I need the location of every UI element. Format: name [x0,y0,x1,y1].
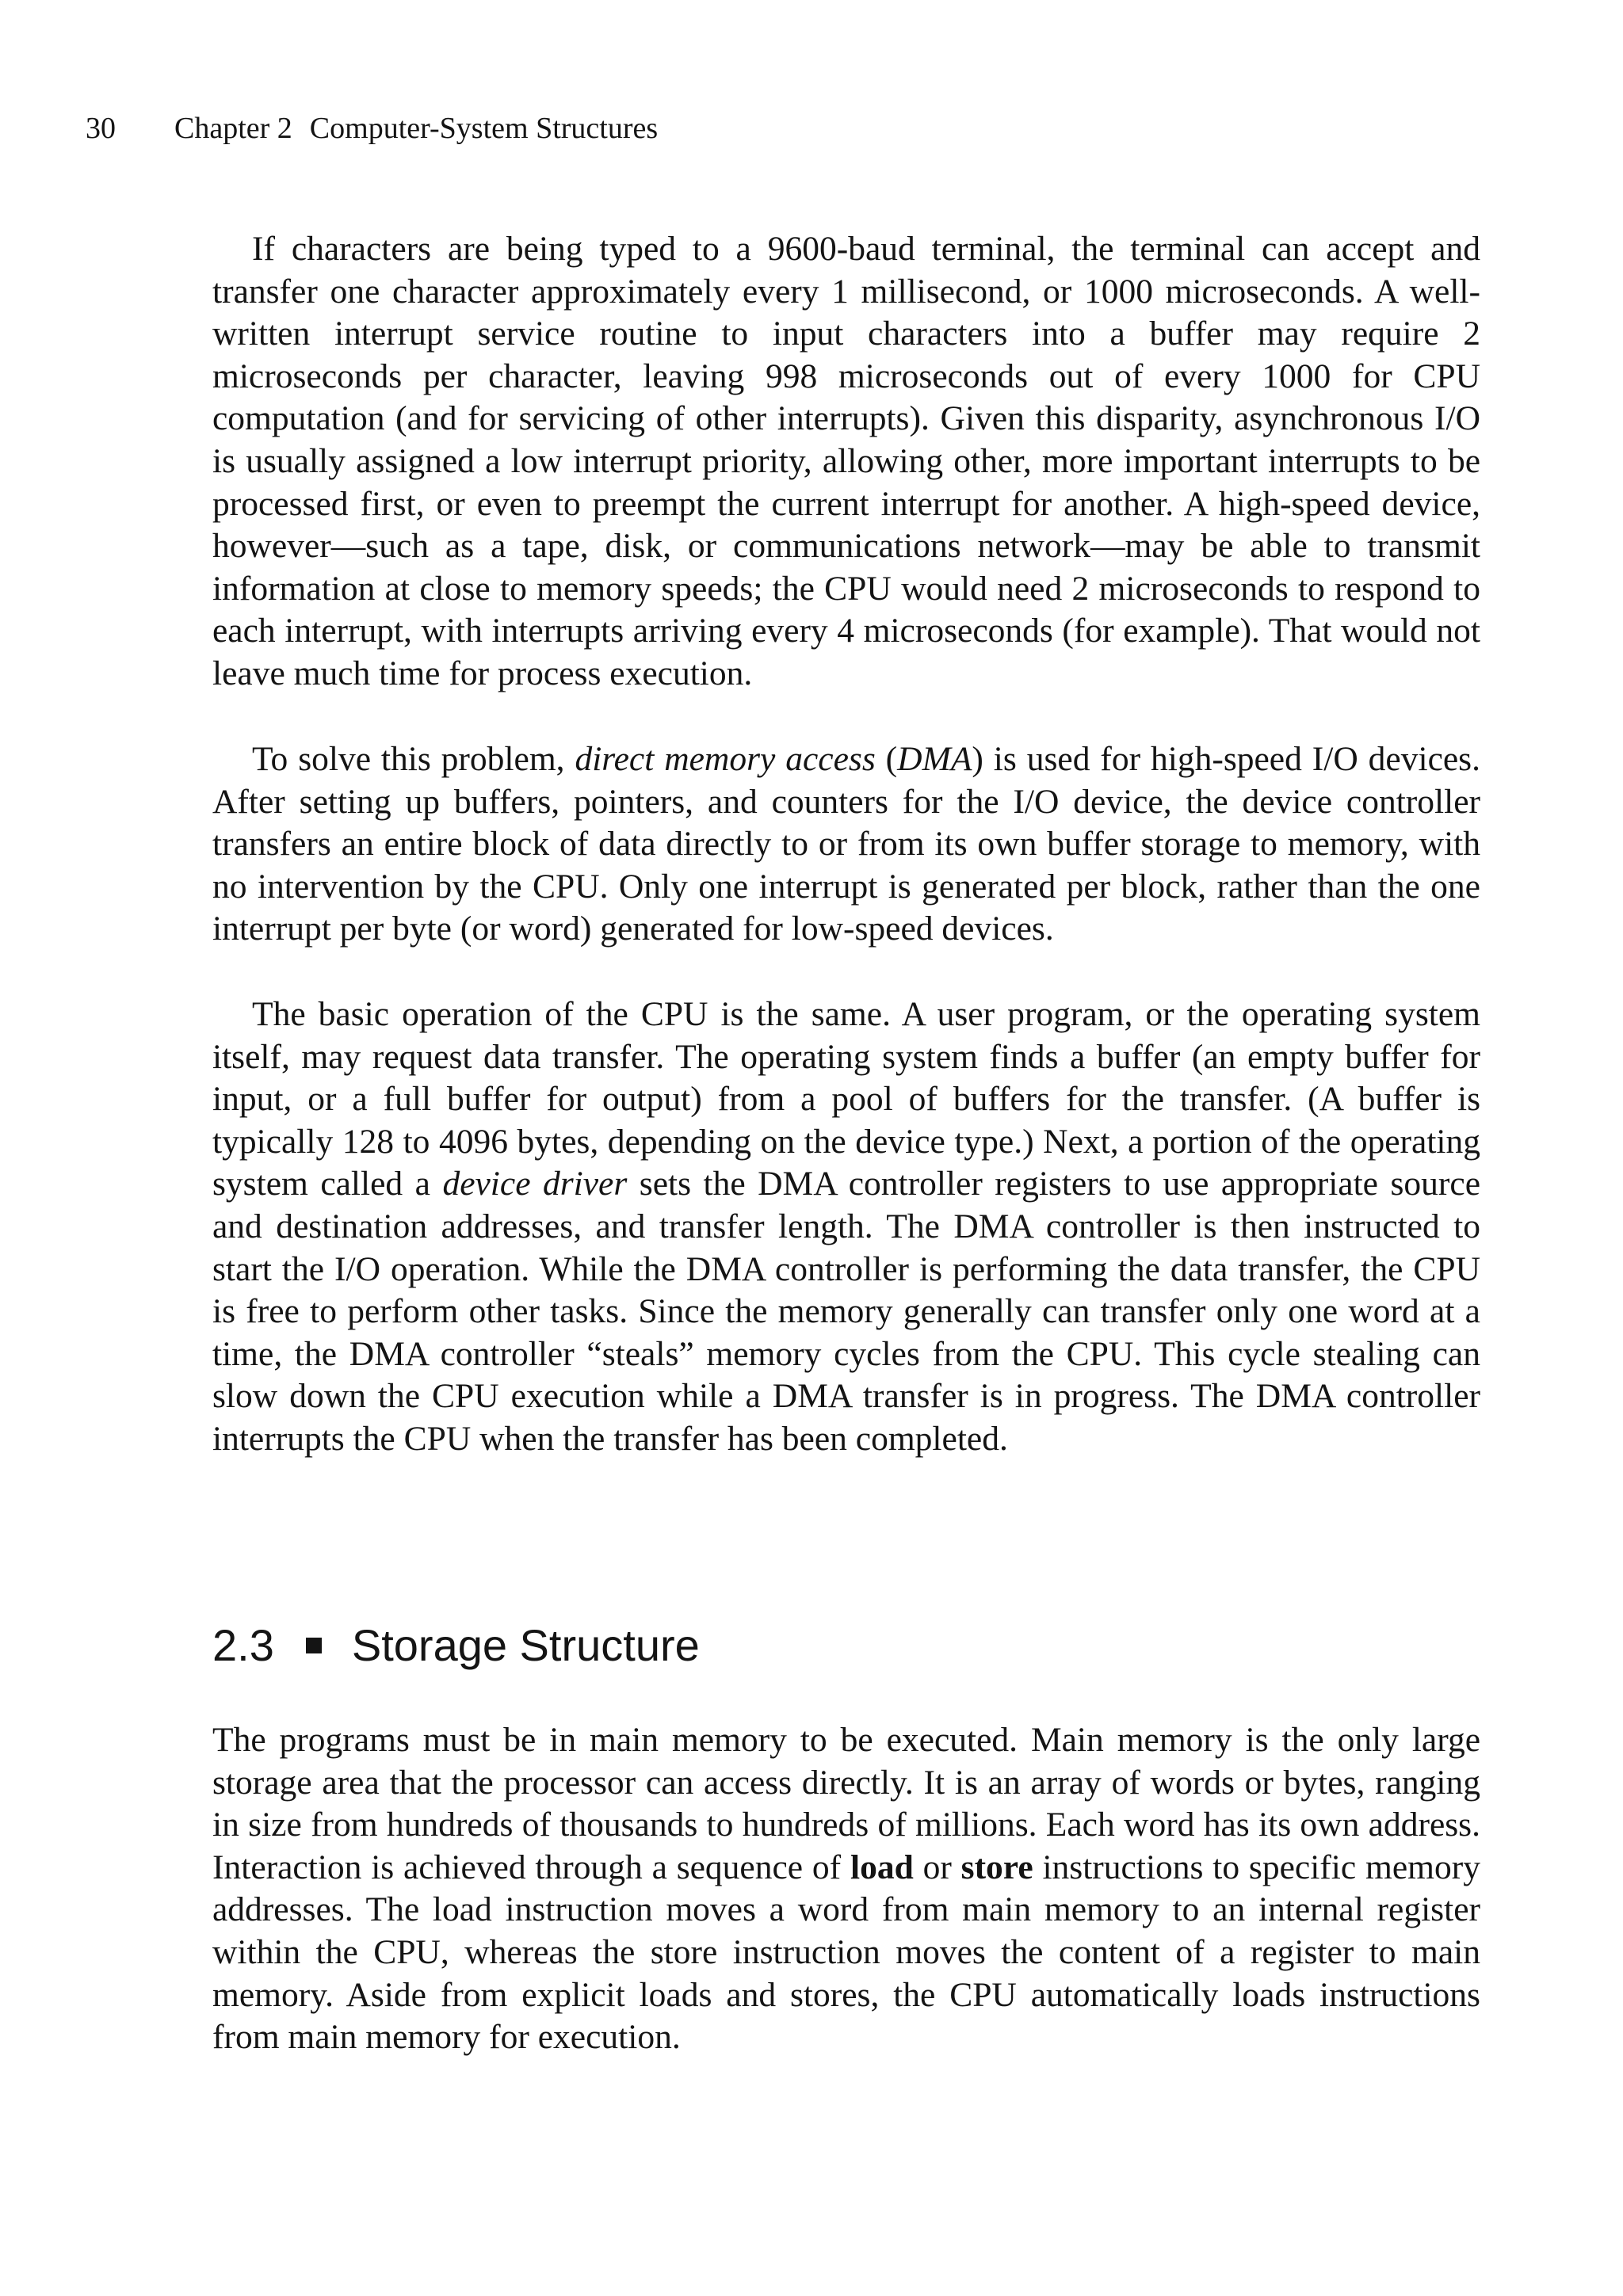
term-device-driver: device driver [442,1165,628,1203]
paragraph-text: To solve this problem, [252,740,575,778]
chapter-label: Chapter 2 [174,112,292,145]
paragraph-text: ) is used for high-speed I/O devices. After setting up buffers, pointers, and counters for the I/O device, the device controller transfers an entire block of data directly to or from its own buffer storage to memory, with no intervention by the CPU. Only one interrupt is generated per block, rather than the one interrupt per byte (or word) generated for low-speed devices. [212,740,1480,948]
paragraph-text: or [913,1848,961,1886]
term-load: load [850,1848,914,1886]
term-store: store [960,1848,1033,1886]
paragraph-storage-structure [212,1719,1480,2059]
paragraph-text: sets the DMA controller registers to use appropriate source and destination addresses, and transfer length. The DMA controller is then instructed to start the I/O operation. While the DMA controller is performing the data transfer, the CPU is free to perform other tasks. Since the memory generally can transfer only one word at a time, the DMA controller “steals” memory cycles from the CPU. This cycle stealing can slow down the CPU execution while a DMA transfer is in progress. The DMA controller interrupts the CPU when the transfer has been completed. [212,1165,1480,1458]
paragraph-text: The basic operation of the CPU is the same. A user program, or the operating system itself, may request data transfer. The operating system finds a buffer (an empty buffer for input, or a full buffer for output) from a pool of buffers for the transfer. (A buffer is typically 128 to 4096 bytes, depending on the device type.) Next, a portion of the operating system called a [212,995,1480,1203]
section-number: 2.3 [212,1620,274,1670]
paragraph-text: If characters are being typed to a 9600-baud terminal, the terminal can accept and transfer one character approximately every 1 millisecond, or 1000 microseconds. A well-written interrupt service routine to input characters into a buffer may require 2 microseconds per character, leaving 998 microseconds out of every 1000 for CPU computation (and for servicing of other interrupts). Given this disparity, asynchronous I/O is usually assigned a low interrupt priority, allowing other, more important interrupts to be processed first, or even to preempt the current interrupt for another. A high-speed device, however—such as a tape, disk, or communications network—may be able to transmit information at close to memory speeds; the CPU would need 2 microseconds to respond to each interrupt, with interrupts arriving every 4 microseconds (for example). That would not leave much time for process execution. [212,230,1480,692]
term-direct-memory-access: direct memory access [575,740,876,778]
paragraph-dma-intro [212,738,1480,951]
paragraph-interrupt-timing [212,228,1480,696]
section-heading [212,1618,700,1673]
chapter-title: Computer-System Structures [309,112,659,145]
running-head [86,109,658,147]
paragraph-dma-operation [212,994,1480,1461]
square-bullet-icon [306,1638,322,1653]
paragraph-text: ( [875,740,898,778]
term-dma-abbreviation: DMA [897,740,972,778]
paragraph-text: instructions to specific memory addresses. The load instruction moves a word from main memory to an internal register within the CPU, whereas the store instruction moves the content of a register to main memory. Aside from explicit loads and stores, the CPU automatically loads instructions from main memory for execution. [212,1848,1480,2057]
section-title: Storage Structure [351,1620,700,1670]
page-number: 30 [86,112,116,145]
paragraph-text: The programs must be in main memory to be executed. Main memory is the only large storage area that the processor can access directly. It is an array of words or bytes, ranging in size from hundreds of thousands to hundreds of millions. Each word has its own address. Interaction is achieved through a sequence of [212,1721,1480,1886]
